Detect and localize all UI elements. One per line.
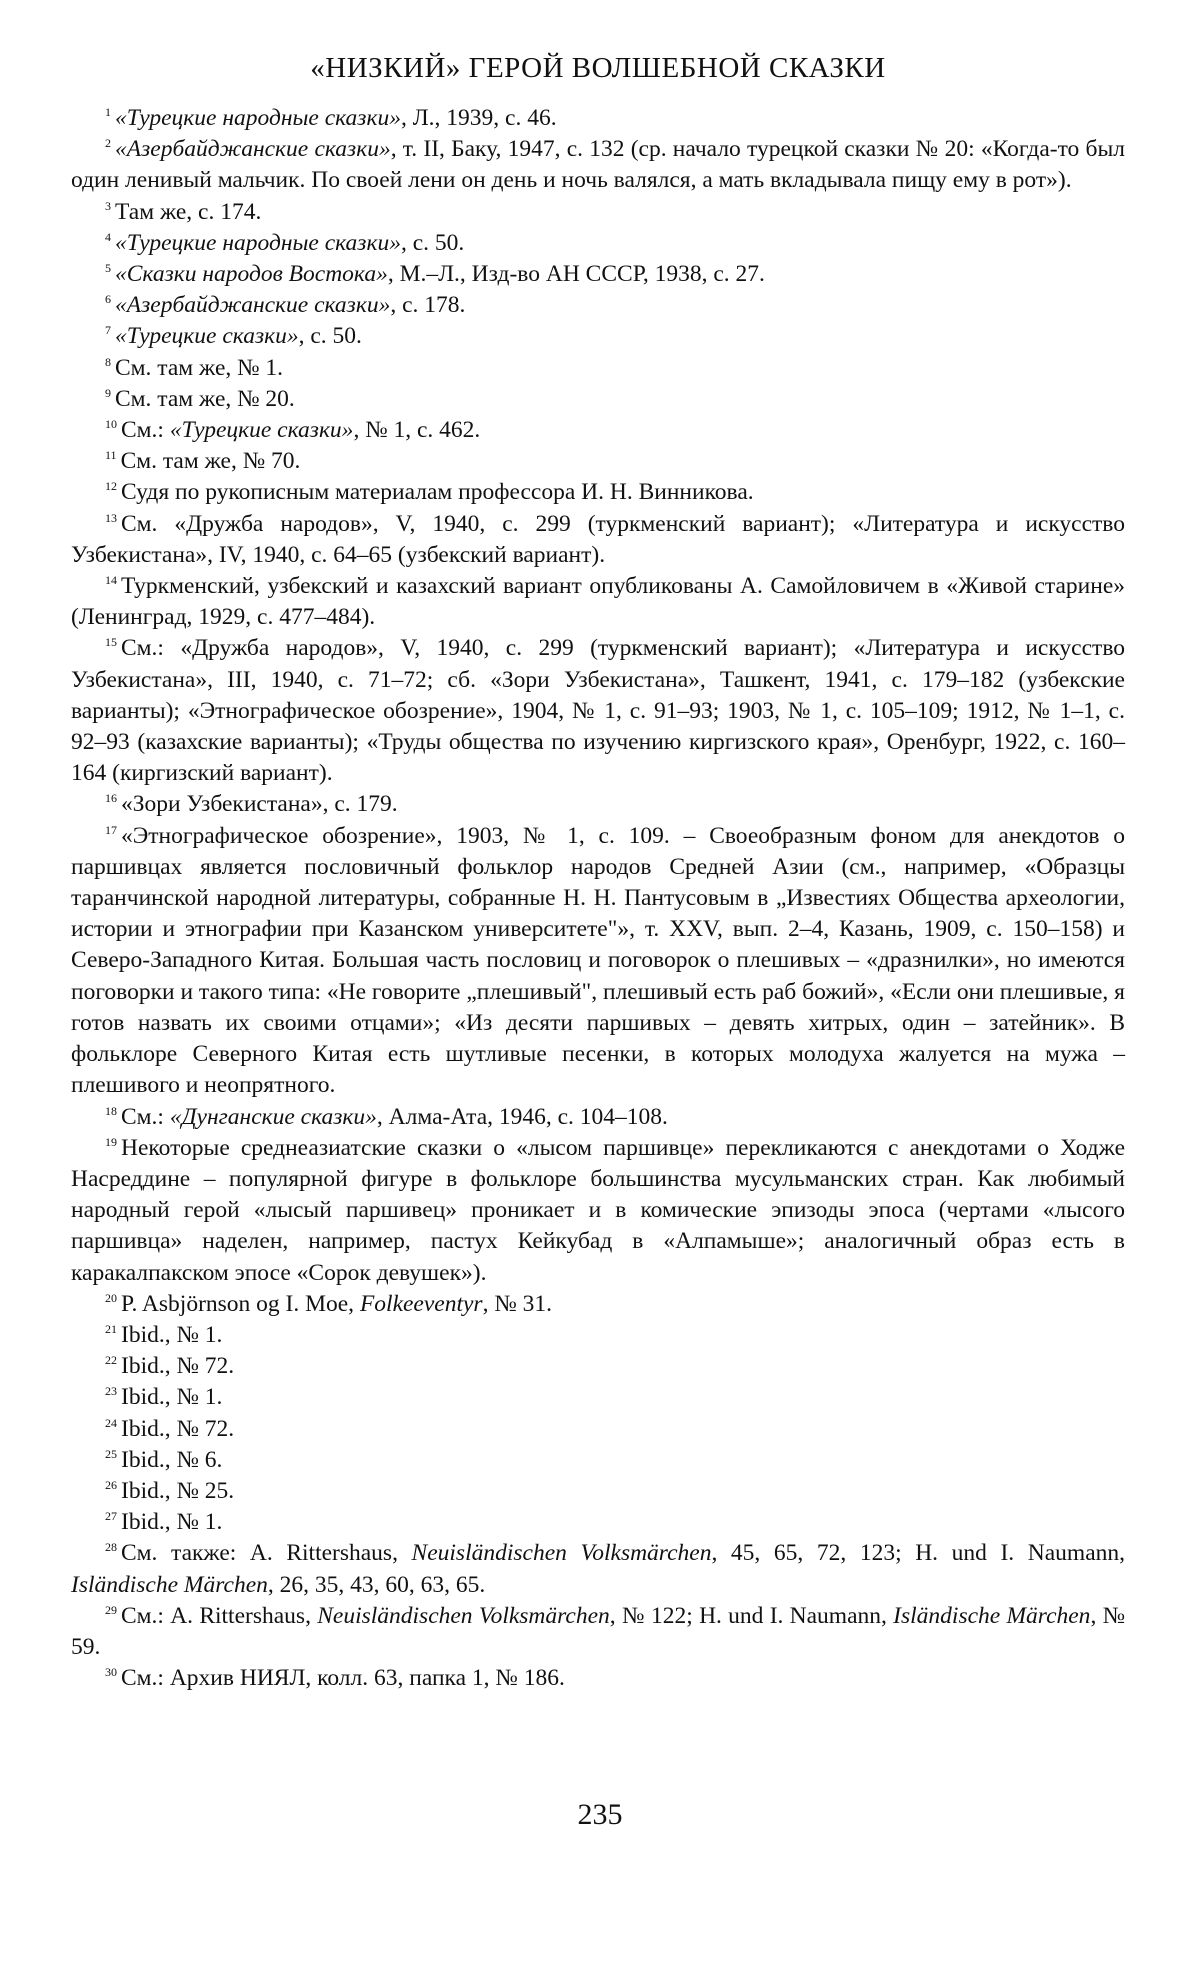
footnote-text: , Алма-Ата, 1946, с. 104–108. [376, 1103, 668, 1130]
footnote-number: 14 [105, 573, 117, 588]
footnote-number: 20 [105, 1290, 117, 1305]
footnote [71, 1351, 1125, 1382]
footnote-text: Ibid., № 1. [121, 1509, 223, 1536]
footnote-text: См.: «Дружба народов», V, 1940, с. 299 (туркменский вариант); «Литература и искусство Узбекистана», III, 1940, с. 71–72; сб. «Зори Узбекистана», Ташкент, 1941, с. 179–182 (узбекские варианты); «Этнографическое обозрение», 1904, № 1, с. 91–93; 1903, № 1, с. 105–109; 1912, № 1–1, с. 92–93 (казахские варианты); «Труды общества по изучению киргизского края», Оренбург, 1922, с. 160–164 (киргизский вариант). [71, 635, 1125, 787]
footnote [71, 290, 1125, 321]
footnote-number: 7 [105, 323, 111, 338]
footnote [71, 134, 1125, 196]
footnote-number: 18 [105, 1103, 117, 1118]
footnote-title-italic: «Азербайджанские сказки» [115, 292, 391, 319]
footnote-title-italic: «Турецкие народные сказки» [115, 105, 401, 131]
footnote-text: См.: Архив НИЯЛ, колл. 63, папка 1, № 186. [121, 1665, 565, 1692]
footnote-text: Ibid., № 72. [121, 1415, 235, 1442]
footnote-title-italic: «Турецкие сказки» [169, 417, 354, 444]
footnote-title-italic: Folkeeventyr [359, 1290, 483, 1317]
footnote [71, 259, 1125, 290]
footnote-number: 1 [105, 105, 111, 119]
footnote-text: Ibid., № 72. [121, 1353, 235, 1380]
footnote-number: 30 [105, 1665, 117, 1680]
footnote-text: «Этнографическое обозрение», 1903, № 1, с. 109. – Своеобразным фоном для анекдотов о паршивцах является пословичный фольклор народов Средней Азии (см., например, «Образцы таранчинской народной литературы, собранные Н. Н. Пантусовым в „Известиях Общества археологии, истории и этнографии при Казанском университете"», т. XXV, вып. 2–4, Казань, 1909, с. 150–158) и Северо-Западного Китая. Большая часть пословиц и поговорок о плешивых – «дразнилки», но имеются поговорки и такого типа: «Не говорите „плешивый", плешивый есть раб божий», «Если они плешивые, я готов назвать их своими отцами»; «Из десяти паршивых – девять хитрых, один – затейник». В фольклоре Северного Китая есть шутливые песенки, в которых молодуха жалуется на мужа – плешивого и неопрятного. [71, 822, 1125, 1099]
footnote [71, 509, 1125, 571]
footnote [71, 571, 1125, 633]
footnote-text: См. там же, № 1. [115, 354, 284, 381]
footnote-text: Там же, с. 174. [115, 198, 262, 225]
footnote-text: , М.–Л., Изд-во АН СССР, 1938, с. 27. [387, 261, 765, 288]
footnote [71, 1601, 1125, 1663]
footnote [71, 103, 1125, 134]
footnote-title-italic: «Дунганские сказки» [169, 1103, 377, 1130]
footnote [71, 1414, 1125, 1445]
footnote-text: Ibid., № 6. [121, 1446, 223, 1473]
footnote-text: , 45, 65, 72, 123; H. und I. Naumann, [711, 1540, 1126, 1567]
footnote-number: 13 [105, 510, 117, 525]
footnote-text: Туркменский, узбекский и казахский вариант опубликованы А. Самойловичем в «Живой старине» (Ленинград, 1929, с. 477–484). [71, 573, 1125, 631]
footnote-number: 17 [105, 822, 117, 837]
footnote-number: 5 [105, 261, 111, 276]
footnote-title-italic: «Сказки народов Востока» [115, 261, 388, 288]
footnote-text: , № 122; H. und I. Naumann, [609, 1602, 894, 1629]
footnote-number: 28 [105, 1540, 117, 1555]
footnote-text: См. «Дружба народов», V, 1940, с. 299 (туркменский вариант); «Литература и искусство Узбекистана», IV, 1940, с. 64–65 (узбекский вариант). [71, 510, 1125, 568]
page [71, 52, 1125, 1694]
footnote-text: Ibid., № 25. [121, 1477, 235, 1504]
footnote-text: , т. II, Баку, 1947, с. 132 (ср. начало турецкой сказки № 20: «Когда-то был один ленивый мальчик. По своей лени он день и ночь валялся, а мать вкладывала пищу ему в рот»). [71, 136, 1125, 194]
footnote [71, 197, 1125, 228]
footnote-number: 6 [105, 292, 111, 307]
footnote-text: Некоторые среднеазиатские сказки о «лысом паршивце» перекликаются с анекдотами о Ходже Насреддине – популярной фигуре в фольклоре большинства мусульманских стран. Как любимый народный герой «лысый паршивец» проникает и в комические эпизоды эпоса (чертами «лысого паршивца» наделен, например, пастух Кейкубад в «Алпамыше»; аналогичный образ есть в каракалпакском эпосе «Сорок девушек»). [71, 1134, 1125, 1286]
footnote [71, 633, 1125, 789]
footnote-title-italic: «Турецкие сказки» [115, 323, 299, 350]
footnote-title-italic: Neuisländischen Volksmärchen [317, 1602, 610, 1629]
footnote-number: 8 [105, 354, 111, 369]
footnote-number: 24 [105, 1415, 117, 1430]
footnote-number: 2 [105, 136, 111, 151]
footnote [71, 1663, 1125, 1694]
footnote-number: 16 [105, 791, 117, 806]
footnote-title-italic: Isländische Märchen [893, 1602, 1091, 1629]
footnote [71, 415, 1125, 446]
footnote-title-italic: Isländische Märchen [71, 1571, 268, 1598]
footnote-text: См.: [121, 417, 170, 444]
footnote-text: , с. 50. [400, 229, 465, 256]
footnote [71, 1320, 1125, 1351]
footnote-text: , № 1, с. 462. [353, 417, 481, 444]
footnote-text: Ibid., № 1. [121, 1321, 223, 1348]
footnote-number: 4 [105, 229, 111, 244]
footnote-title-italic: «Азербайджанские сказки» [115, 136, 391, 163]
footnote [71, 1102, 1125, 1133]
footnote [71, 789, 1125, 820]
footnote-text: , 26, 35, 43, 60, 63, 65. [267, 1571, 486, 1598]
footnote-number: 21 [105, 1321, 117, 1336]
footnote [71, 1133, 1125, 1289]
footnote [71, 446, 1125, 477]
footnote-number: 25 [105, 1446, 117, 1461]
running-head: «НИЗКИЙ» ГЕРОЙ ВОЛШЕБНОЙ СКАЗКИ [310, 52, 886, 84]
footnote [71, 1289, 1125, 1320]
footnote-number: 10 [105, 417, 117, 432]
footnote [71, 1538, 1125, 1600]
footnote-number: 3 [105, 198, 111, 213]
footnote [71, 1445, 1125, 1476]
footnote [71, 228, 1125, 259]
footnote-text: «Зори Узбекистана», с. 179. [121, 791, 398, 818]
footnote [71, 1507, 1125, 1538]
footnote-number: 26 [105, 1477, 117, 1492]
footnote-number: 9 [105, 385, 111, 400]
footnote-text: См. там же, № 20. [115, 385, 295, 412]
footnote-text: , № 31. [482, 1290, 552, 1317]
footnote-number: 23 [105, 1384, 117, 1399]
footnote [71, 384, 1125, 415]
footnote-text: См. там же, № 70. [120, 448, 301, 475]
footnote-number: 11 [105, 448, 117, 463]
page-number: 235 [577, 1798, 623, 1831]
footnote [71, 1476, 1125, 1507]
footnote [71, 353, 1125, 384]
footnote [71, 477, 1125, 508]
footnote-text: , № 59. [71, 1602, 1126, 1660]
footnote [71, 1382, 1125, 1413]
footnote [71, 821, 1125, 1102]
footnote-text: См.: A. Rittershaus, [121, 1602, 318, 1629]
footnote-title-italic: «Турецкие народные сказки» [115, 229, 401, 256]
footnote-text: P. Asbjörnson og I. Moe, [121, 1290, 360, 1317]
footnote-text: См.: [121, 1103, 170, 1130]
footnote-number: 19 [105, 1134, 117, 1149]
footnote-text: См. также: A. Rittershaus, [121, 1540, 412, 1567]
footnote-text: , с. 178. [390, 292, 466, 319]
footnote-title-italic: Neuisländischen Volksmärchen [411, 1540, 712, 1567]
footnote-number: 22 [105, 1353, 117, 1368]
footnote-number: 15 [105, 635, 117, 650]
footnote-text: Ibid., № 1. [121, 1384, 223, 1411]
footnotes-list [71, 103, 1125, 1694]
footnote [71, 321, 1125, 352]
footnote-text: Судя по рукописным материалам профессора И. Н. Винникова. [121, 479, 754, 506]
footnote-number: 12 [105, 479, 117, 494]
footnote-text: , с. 50. [298, 323, 362, 350]
footnote-number: 29 [105, 1602, 117, 1617]
footnote-number: 27 [105, 1509, 117, 1524]
footnote-text: , Л., 1939, с. 46. [400, 105, 557, 131]
